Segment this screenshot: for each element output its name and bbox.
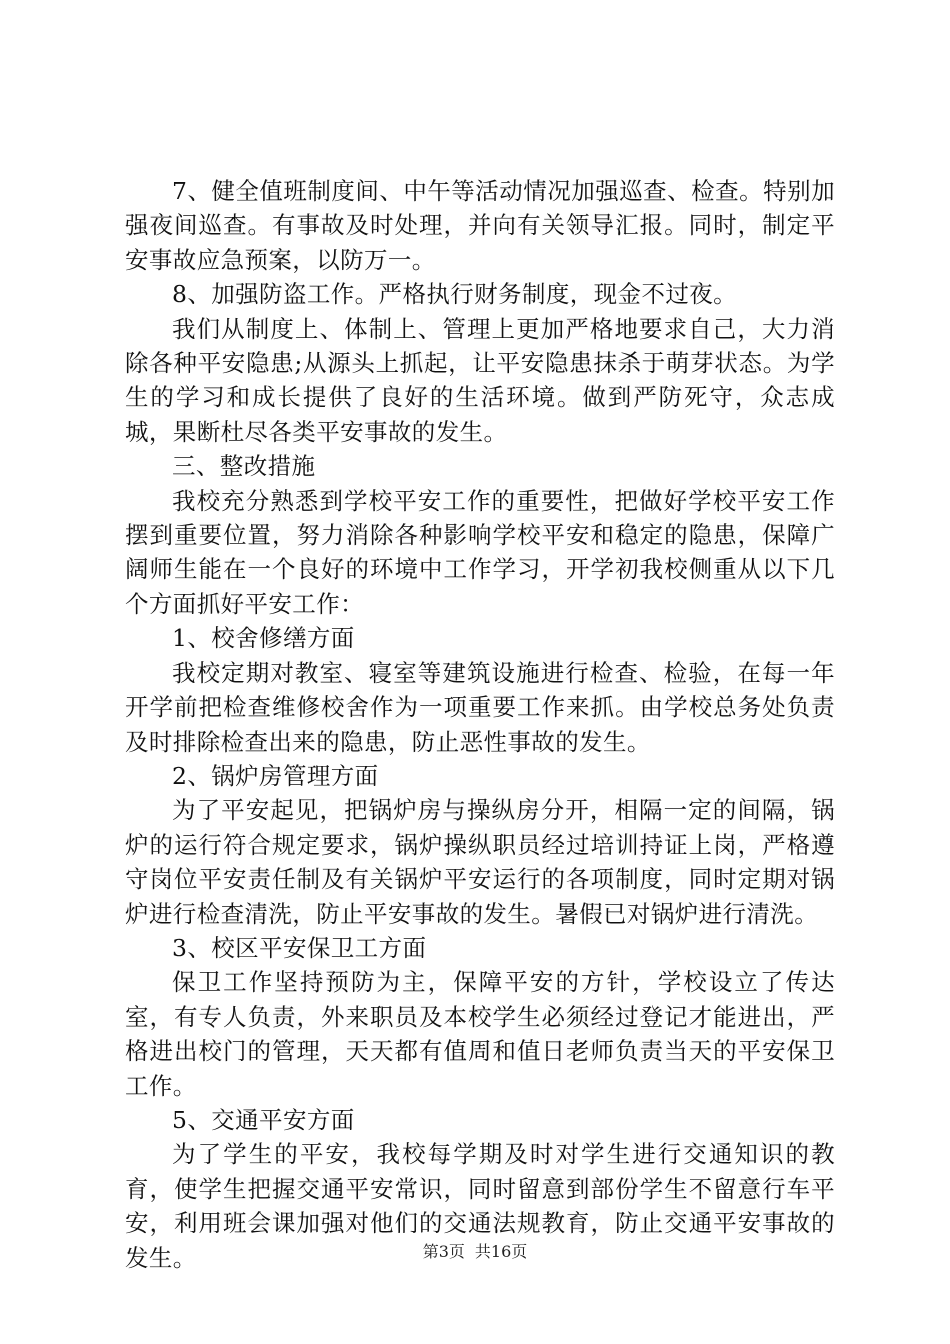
paragraph-building-repair: 我校定期对教室、寝室等建筑设施进行检查、检验，在每一年开学前把检查维修校舍作为一项重要工作来抓。由学校总务处负责及时排除检查出来的隐患，防止恶性事故的发生。 bbox=[125, 658, 835, 756]
section-heading-rectification: 三、整改措施 bbox=[172, 452, 316, 481]
total-pages: 共16页 bbox=[474, 1242, 528, 1261]
subheading-traffic-safety: 5、交通平安方面 bbox=[172, 1105, 355, 1134]
paragraph-theft-prevention: 8、加强防盗工作。严格执行财务制度，现金不过夜。 bbox=[172, 280, 738, 309]
subheading-campus-security: 3、校区平安保卫工方面 bbox=[172, 933, 427, 962]
paragraph-rectification-intro: 我校充分熟悉到学校平安工作的重要性，把做好学校平安工作摆到重要位置，努力消除各种影响学校平安和稳定的隐患，保障广阔师生能在一个良好的环境中工作学习，开学初我校侧重从以下几个方面抓好平安工作： bbox=[125, 486, 835, 618]
paragraph-traffic-safety: 为了学生的平安，我校每学期及时对学生进行交通知识的教育，使学生把握交通平安常识，同时留意到部份学生不留意行车平安，利用班会课加强对他们的交通法规教育，防止交通平安事故的发生。 bbox=[125, 1140, 835, 1272]
page-number: 第3页 bbox=[422, 1242, 465, 1261]
document-body bbox=[125, 174, 835, 1275]
paragraph-campus-security: 保卫工作坚持预防为主，保障平安的方针，学校设立了传达室，有专人负责，外来职员及本校学生必须经过登记才能进出，严格进出校门的管理，天天都有值周和值日老师负责当天的平安保卫工作。 bbox=[125, 968, 835, 1100]
subheading-building-repair: 1、校舍修缮方面 bbox=[172, 624, 355, 653]
paragraph-strict-requirements: 我们从制度上、体制上、管理上更加严格地要求自己，大力消除各种平安隐患;从源头上抓起，让平安隐患抹杀于萌芽状态。为学生的学习和成长提供了良好的生活环境。做到严防死守，众志成城，果断杜尽各类平安事故的发生。 bbox=[125, 314, 835, 446]
paragraph-boiler-room: 为了平安起见，把锅炉房与操纵房分开，相隔一定的间隔，锅炉的运行符合规定要求，锅炉操纵职员经过培训持证上岗，严格遵守岗位平安责任制及有关锅炉平安运行的各项制度，同时定期对锅炉进行检查清洗，防止平安事故的发生。暑假已对锅炉进行清洗。 bbox=[125, 796, 835, 928]
page-footer bbox=[0, 1241, 950, 1263]
paragraph-duty-system: 7、健全值班制度间、中午等活动情况加强巡查、检查。特别加强夜间巡查。有事故及时处理，并向有关领导汇报。同时，制定平安事故应急预案，以防万一。 bbox=[125, 177, 835, 274]
subheading-boiler-room: 2、锅炉房管理方面 bbox=[172, 761, 379, 790]
